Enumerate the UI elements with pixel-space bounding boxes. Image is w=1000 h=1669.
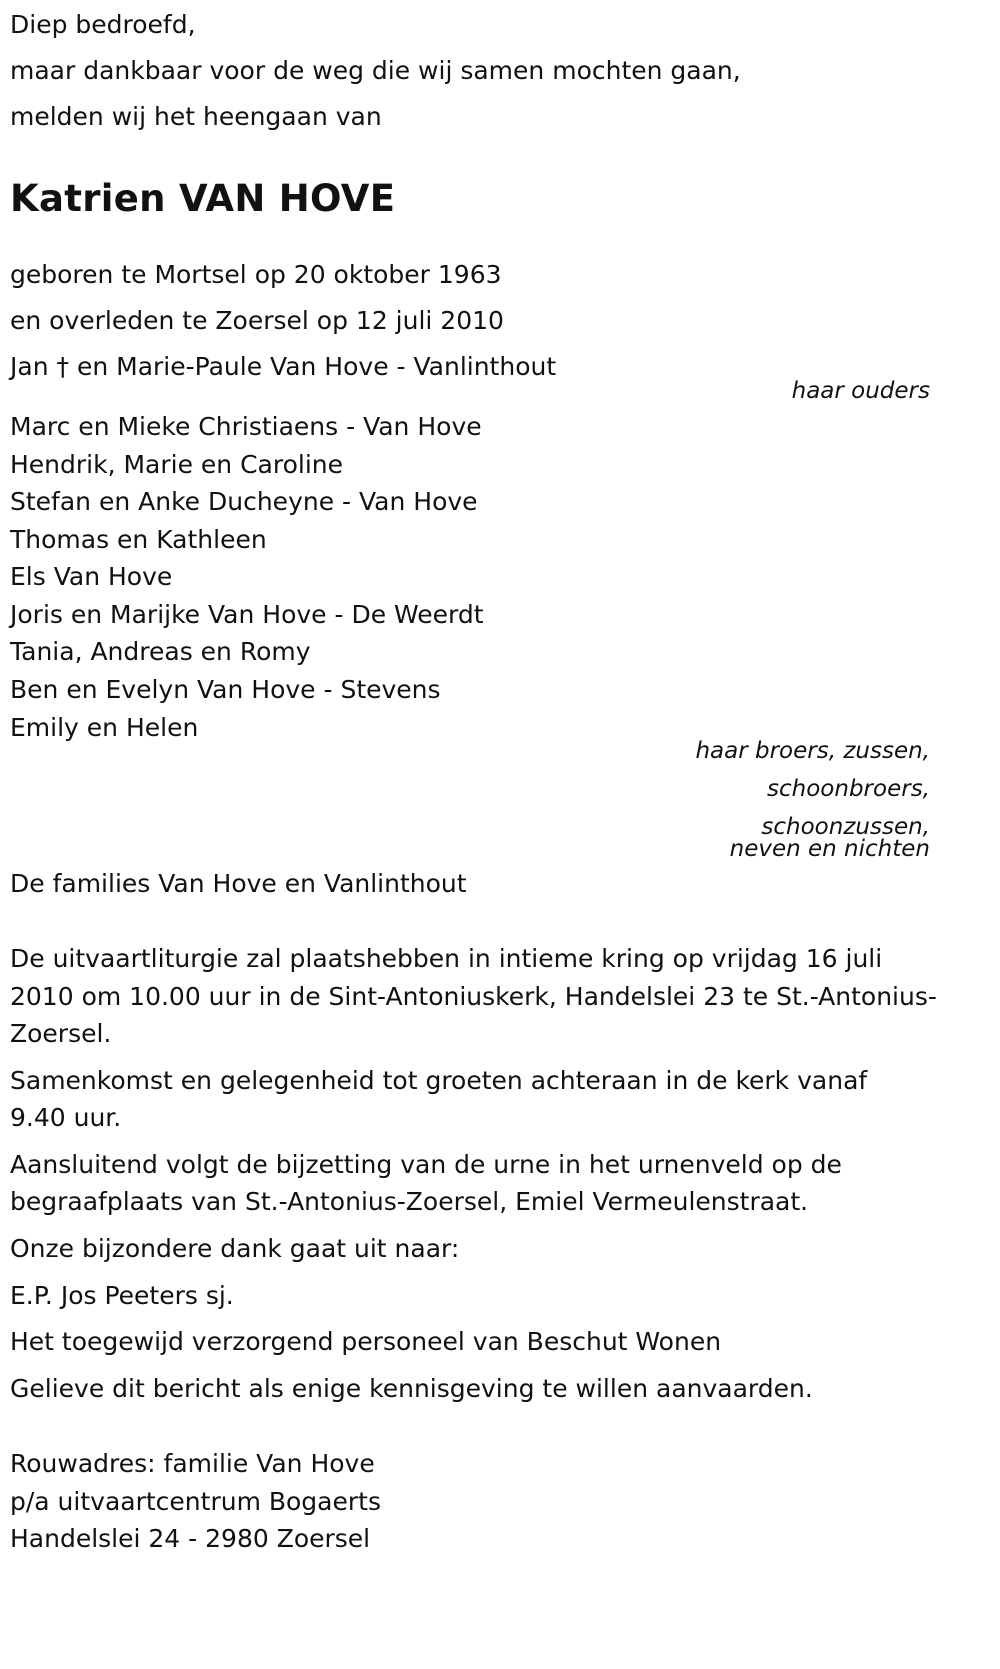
families-line: De families Van Hove en Vanlinthout xyxy=(10,869,467,898)
siblings-role: schoonbroers, xyxy=(767,776,930,802)
sibling-line: Stefan en Anke Ducheyne - Van Hove xyxy=(10,487,478,516)
parents-line xyxy=(10,350,556,384)
gathering-line: 9.40 uur. xyxy=(10,1103,122,1132)
gathering-line: Samenkomst en gelegenheid tot groeten achteraan in de kerk vanaf xyxy=(10,1066,868,1095)
address-line: Handelslei 24 - 2980 Zoersel xyxy=(10,1524,371,1553)
funeral-line: Zoersel. xyxy=(10,1019,112,1048)
cross-icon: † xyxy=(56,352,69,381)
birth-line: geboren te Mortsel op 20 oktober 1963 xyxy=(10,260,502,289)
notice-line: Gelieve dit bericht als enige kennisgeving te willen aanvaarden. xyxy=(10,1374,813,1403)
parents-rest: en Marie-Paule Van Hove - Vanlinthout xyxy=(76,352,557,381)
address-line: p/a uitvaartcentrum Bogaerts xyxy=(10,1487,381,1516)
death-line: en overleden te Zoersel op 12 juli 2010 xyxy=(10,306,504,335)
sibling-line: Ben en Evelyn Van Hove - Stevens xyxy=(10,675,441,704)
siblings-role: schoonzussen, xyxy=(761,814,930,840)
sibling-line: Emily en Helen xyxy=(10,713,199,742)
intro-line: melden wij het heengaan van xyxy=(10,102,382,131)
intro-line: maar dankbaar voor de weg die wij samen mochten gaan, xyxy=(10,56,741,85)
burial-line: Aansluitend volgt de bijzetting van de urne in het urnenveld op de xyxy=(10,1150,842,1179)
funeral-line: De uitvaartliturgie zal plaatshebben in intieme kring op vrijdag 16 juli xyxy=(10,944,883,973)
siblings-role: neven en nichten xyxy=(729,836,930,862)
thanks-line: Het toegewijd verzorgend personeel van Beschut Wonen xyxy=(10,1327,722,1356)
sibling-line: Thomas en Kathleen xyxy=(10,525,267,554)
thanks-line: E.P. Jos Peeters sj. xyxy=(10,1281,234,1310)
thanks-intro: Onze bijzondere dank gaat uit naar: xyxy=(10,1234,460,1263)
intro-line: Diep bedroefd, xyxy=(10,10,196,39)
sibling-line: Els Van Hove xyxy=(10,562,173,591)
deceased-name: Katrien VAN HOVE xyxy=(10,177,396,220)
address-line: Rouwadres: familie Van Hove xyxy=(10,1449,375,1478)
siblings-role: haar broers, zussen, xyxy=(695,738,930,764)
sibling-line: Hendrik, Marie en Caroline xyxy=(10,450,344,479)
burial-line: begraafplaats van St.-Antonius-Zoersel, Emiel Vermeulenstraat. xyxy=(10,1187,809,1216)
sibling-line: Joris en Marijke Van Hove - De Weerdt xyxy=(10,600,484,629)
sibling-line: Tania, Andreas en Romy xyxy=(10,637,311,666)
parents-role: haar ouders xyxy=(791,378,930,404)
funeral-line: 2010 om 10.00 uur in de Sint-Antoniuskerk, Handelslei 23 te St.-Antonius- xyxy=(10,982,937,1011)
father-name: Jan xyxy=(10,352,49,381)
sibling-line: Marc en Mieke Christiaens - Van Hove xyxy=(10,412,482,441)
